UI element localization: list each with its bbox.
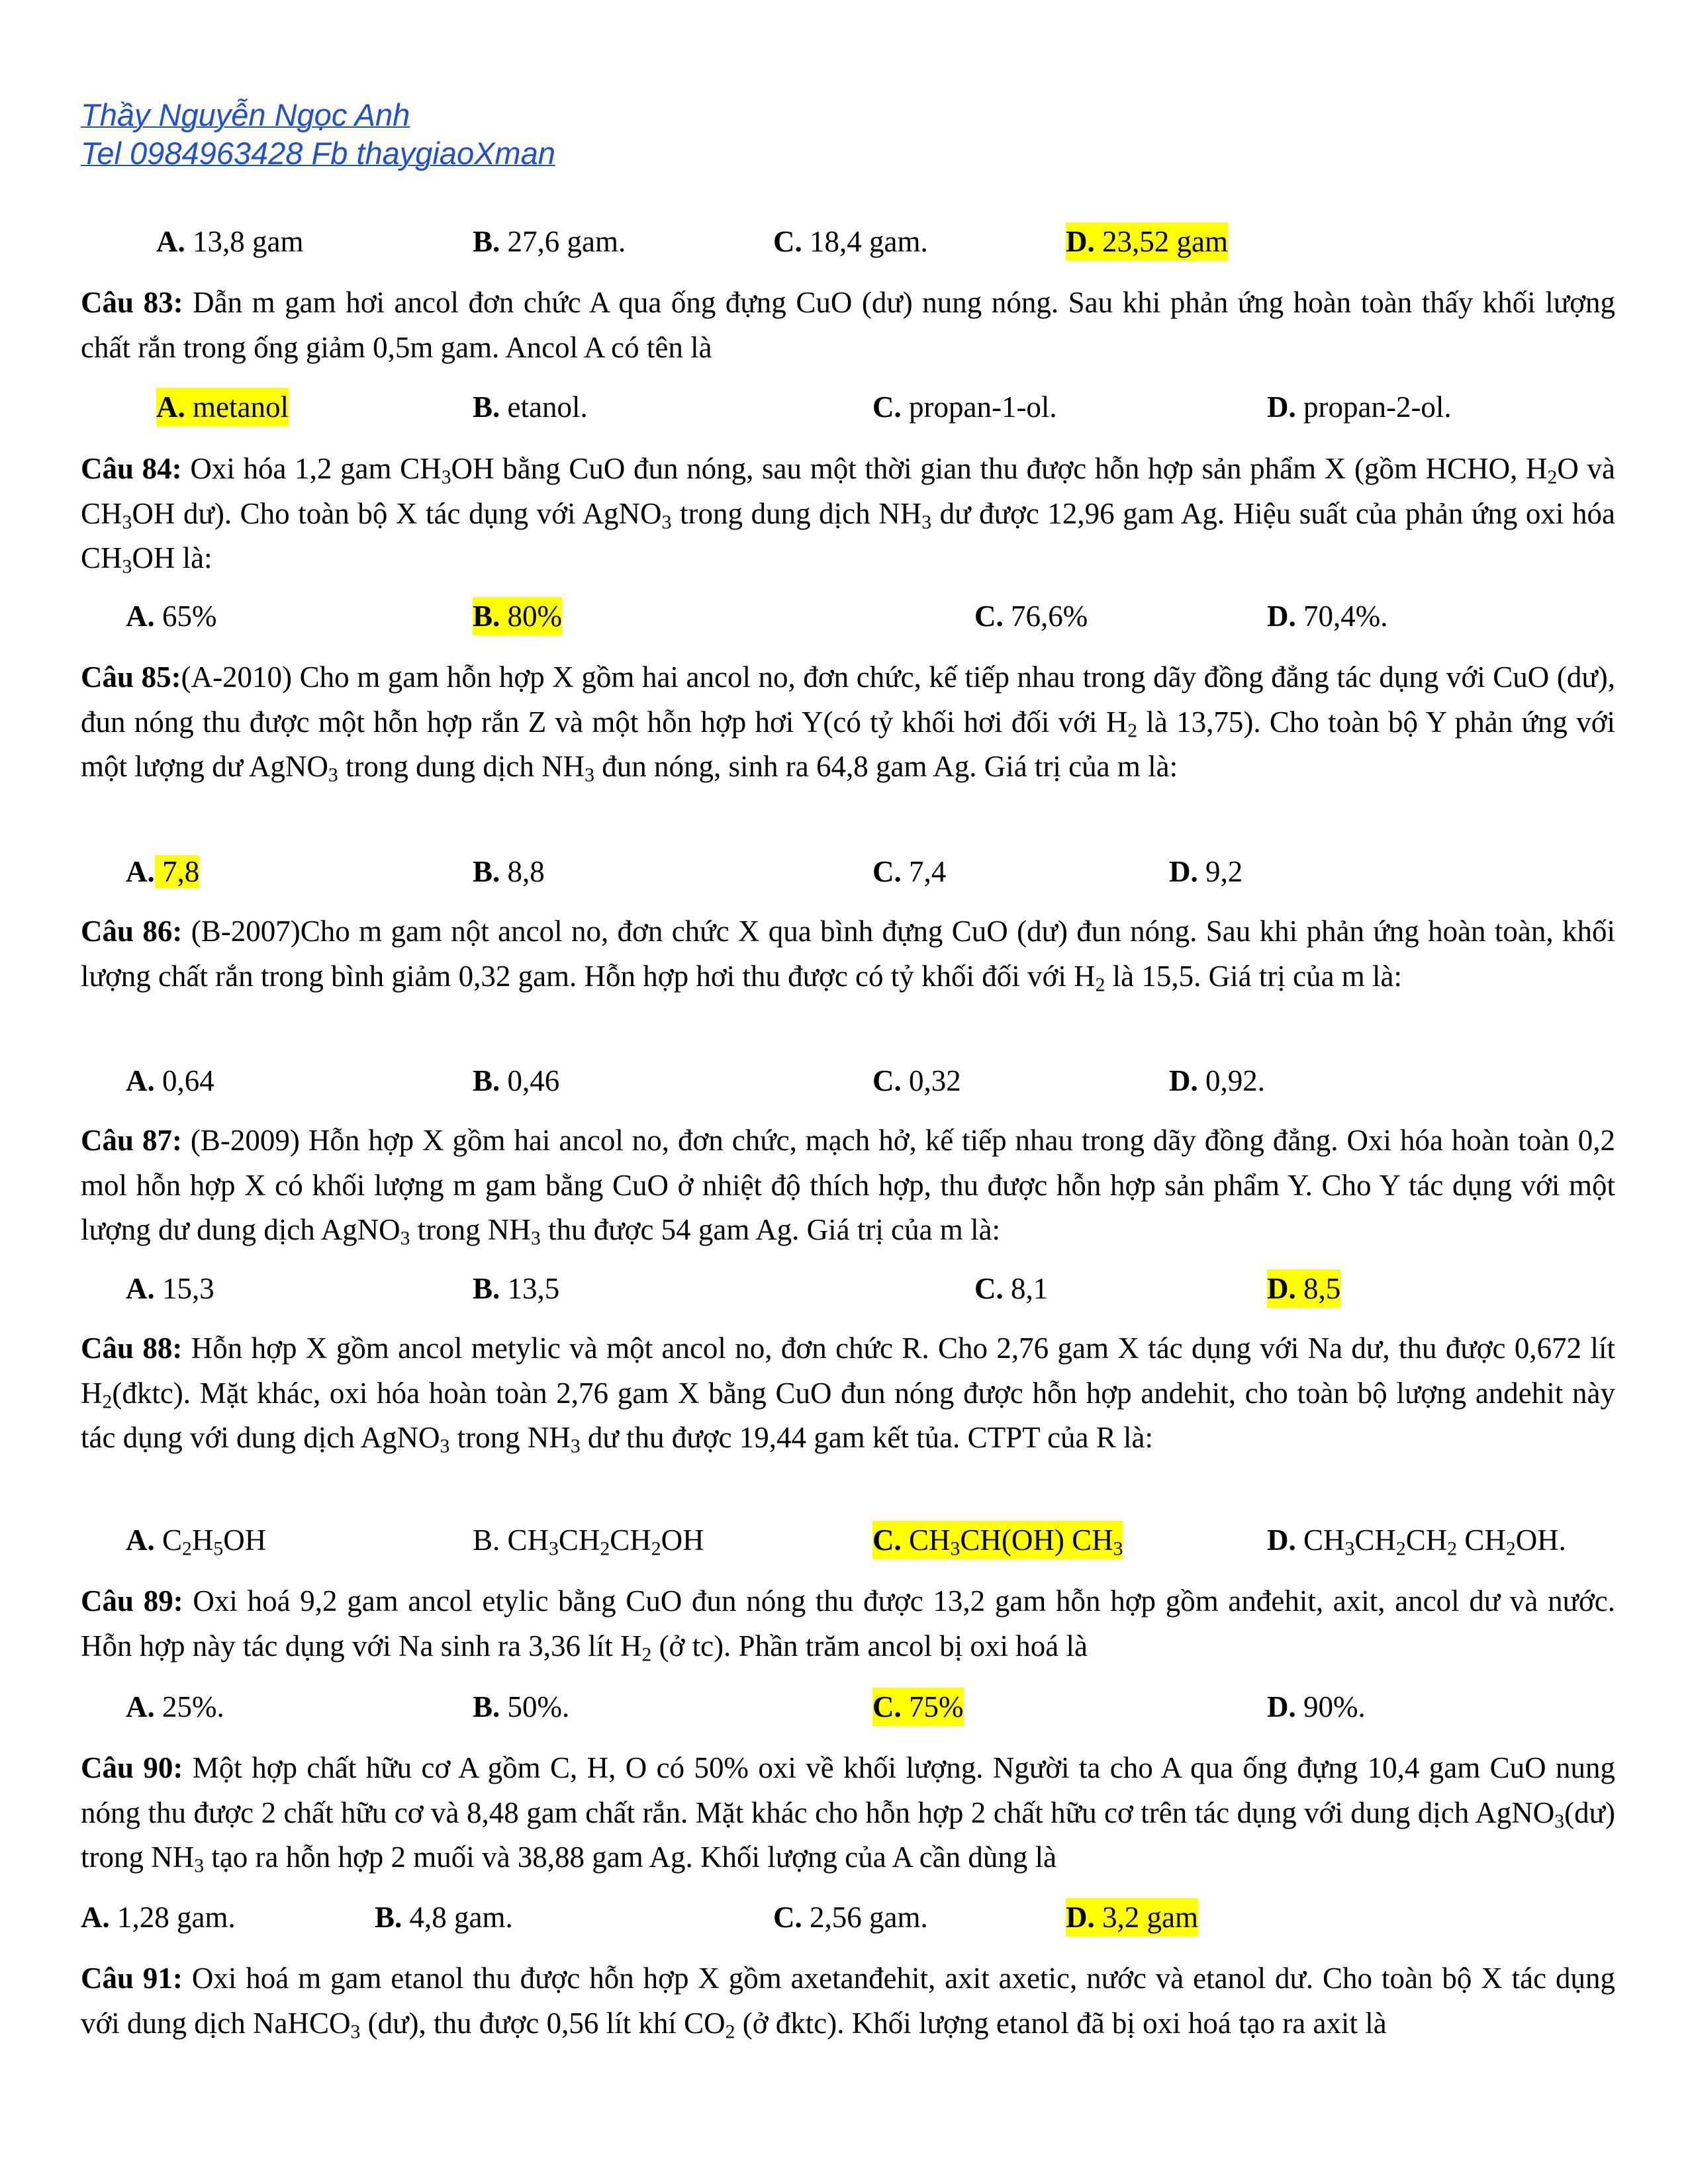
option	[773, 1898, 928, 1936]
option-correct	[1267, 1269, 1340, 1308]
option	[872, 852, 946, 891]
question-number: Câu 91:	[81, 1962, 183, 1995]
option-text: 8,8	[500, 855, 545, 888]
option-text: metanol	[185, 390, 289, 424]
option-text: 23,52 gam	[1094, 225, 1228, 258]
question-text: (B-2009) Hỗn hợp X gồm hai ancol no, đơn chức, mạch hở, kế tiếp nhau trong dãy đồng đẳng. Oxi hóa hoàn toàn 0,2 mol hỗn hợp X có khối lượng m gam bằng CuO ở nhiệt độ thích hợp, thu được hỗn hợp sản phẩm Y. Cho Y tác dụng với một lượng dư dung dịch AgNO$_3$ trong $NH_3$ thu được 54 gam Ag. Giá trị của m là:	[81, 1124, 1615, 1250]
option-letter: B.	[473, 855, 500, 888]
option-letter: B.	[375, 1901, 402, 1934]
option	[974, 1269, 1048, 1308]
option-letter: D.	[1267, 390, 1296, 424]
option-letter: C.	[974, 1272, 1004, 1305]
option-text: 4,8 gam.	[402, 1901, 513, 1934]
option	[473, 388, 588, 426]
option-letter: B.	[473, 390, 500, 424]
option-correct	[126, 852, 199, 891]
question-88	[81, 1326, 1615, 1461]
option-correct	[473, 597, 562, 635]
question-number: Câu 86:	[81, 915, 183, 948]
question-number: Câu 85:	[81, 660, 181, 694]
option	[974, 597, 1088, 635]
option-letter: A.	[126, 1690, 155, 1723]
option-letter: A.	[126, 1524, 155, 1557]
option-letter: B.	[473, 1690, 500, 1723]
option-text: 3,2 gam	[1094, 1901, 1198, 1934]
option-letter: A.	[126, 1272, 155, 1305]
option	[473, 222, 626, 261]
option-correct	[872, 1688, 964, 1726]
question-text: Oxi hoá 9,2 gam ancol etylic bằng CuO đun nóng thu được 13,2 gam hỗn hợp gồm anđehit, axit, ancol dư và nước. Hỗn hợp này tác dụng với Na sinh ra 3,36 lít $H_2$ (ở tc). Phần trăm ancol bị oxi hoá là	[81, 1584, 1615, 1665]
option-correct	[156, 388, 289, 426]
option	[1267, 597, 1388, 635]
option-text: propan-2-ol.	[1295, 390, 1452, 424]
question-text: (A-2010) Cho m gam hỗn hợp X gồm hai ancol no, đơn chức, kế tiếp nhau trong dãy đồng đẳng tác dụng với CuO (dư), đun nóng thu được một hỗn hợp rắn Z và một hỗn hợp hơi Y(có tỷ khối hơi đối với $H_2$ là 13,75). Cho toàn bộ Y phản ứng với một lượng dư AgNO$_3$ trong dung dịch $NH_3$ đun nóng, sinh ra 64,8 gam Ag. Giá trị của m là:	[81, 660, 1615, 786]
option-text: $CH_3CH(OH)$ $CH_3$	[901, 1524, 1123, 1560]
option	[375, 1898, 513, 1936]
option-letter: C.	[872, 855, 902, 888]
question-number: Câu 87:	[81, 1124, 182, 1157]
option	[81, 1898, 236, 1936]
question-text: Một hợp chất hữu cơ A gồm C, H, O có 50% oxi về khối lượng. Người ta cho A qua ống đựng 10,4 gam CuO nung nóng thu được 2 chất hữu cơ và 8,48 gam chất rắn. Mặt khác cho hỗn hợp 2 chất hữu cơ trên tác dụng với dung dịch AgNO$_3$(dư) trong $NH_3$ tạo ra hỗn hợp 2 muối và 38,88 gam Ag. Khối lượng của A cần dùng là	[81, 1751, 1615, 1877]
option	[872, 1062, 961, 1100]
option-letter: D.	[1066, 225, 1095, 258]
author-name: Thầy Nguyễn Ngọc Anh	[81, 97, 410, 132]
option-text: $CH_3CH_2CH_2OH$	[500, 1524, 704, 1560]
question-83	[81, 281, 1615, 370]
option-letter: C.	[773, 225, 802, 258]
option-letter: B.	[473, 1272, 500, 1305]
question-number: Câu 84:	[81, 452, 182, 485]
option	[126, 1688, 224, 1726]
option	[126, 1269, 214, 1308]
option-text: 0,64	[154, 1064, 214, 1097]
option	[126, 597, 217, 635]
option-text: 7,4	[901, 855, 947, 888]
option	[126, 1062, 214, 1100]
question-text: Oxi hoá m gam etanol thu được hỗn hợp X gồm axetanđehit, axit axetic, nước và etanol dư. Cho toàn bộ X tác dụng với dung dịch NaHCO$_3$ (dư), thu được 0,56 lít khí $CO_2$ (ở đktc). Khối lượng etanol đã bị oxi hoá tạo ra axit là	[81, 1962, 1615, 2042]
question-text: (B-2007)Cho m gam nột ancol no, đơn chức X qua bình đựng CuO (dư) đun nóng. Sau khi phản ứng hoàn toàn, khối lượng chất rắn trong bình giảm 0,32 gam. Hỗn hợp hơi thu được có tỷ khối đối với $H_2$ là 15,5. Giá trị của m là:	[81, 915, 1615, 995]
option-letter: C.	[773, 1901, 802, 1934]
option-text: 75%	[901, 1690, 964, 1723]
option-letter: C.	[872, 1064, 902, 1097]
question-text: Hỗn hợp X gồm ancol metylic và một ancol no, đơn chức R. Cho 2,76 gam X tác dụng với Na dư, thu được 0,672 lít $H_2(đktc)$. Mặt khác, oxi hóa hoàn toàn 2,76 gam X bằng CuO đun nóng được hỗn hợp andehit, cho toàn bộ lượng andehit này tác dụng với dung dịch AgNO$_3$ trong $NH_3$ dư thu được 19,44 gam kết tủa. CTPT của R là:	[81, 1332, 1616, 1457]
option-letter: A.	[126, 1064, 155, 1097]
option-letter: D.	[1169, 1064, 1198, 1097]
option	[473, 1062, 559, 1100]
option-letter: B.	[473, 1064, 500, 1097]
option-letter: D.	[1267, 1690, 1296, 1723]
option	[473, 852, 545, 891]
question-86	[81, 909, 1615, 999]
option	[1169, 852, 1243, 891]
option-letter: C.	[974, 600, 1004, 633]
question-87	[81, 1118, 1615, 1253]
option-text: 65%	[154, 600, 217, 633]
option	[156, 222, 303, 261]
option-letter: A.	[126, 600, 155, 633]
option-text: $C_2H_5OH$	[154, 1524, 267, 1560]
option-text: 1,28 gam.	[109, 1901, 236, 1934]
option-letter: B.	[473, 225, 500, 258]
option	[1267, 388, 1452, 426]
option-letter: A.	[156, 390, 185, 424]
question-85	[81, 655, 1615, 790]
option-text: 8,1	[1003, 1272, 1049, 1305]
question-text: Oxi hóa 1,2 gam $CH_3OH$ bằng CuO đun nóng, sau một thời gian thu được hỗn hợp sản phẩm X (gồm HCHO, $H_2O$ và $CH_3OH$ dư). Cho toàn bộ X tác dụng với AgNO$_3$ trong dung dịch $NH_3$ dư được 12,96 gam Ag. Hiệu suất của phản ứng oxi hóa $CH_3OH$ là:	[81, 452, 1615, 578]
option-text: 0,92.	[1197, 1064, 1265, 1097]
question-number: Câu 89:	[81, 1584, 183, 1617]
question-90	[81, 1746, 1615, 1880]
option-letter: D.	[1267, 1524, 1296, 1557]
option-text: 15,3	[154, 1272, 214, 1305]
option-text: 90%.	[1295, 1690, 1366, 1723]
question-91	[81, 1956, 1615, 2046]
option-text: 8,5	[1295, 1272, 1341, 1305]
option-text: 7,8	[154, 855, 200, 888]
option	[1267, 1688, 1366, 1726]
option-text: 76,6%	[1003, 600, 1088, 633]
option-letter: D.	[1169, 855, 1198, 888]
option-correct	[1066, 1898, 1198, 1936]
author-contact: Tel 0984963428 Fb thaygiaoXman	[81, 136, 555, 171]
option-text: 27,6 gam.	[500, 225, 626, 258]
option	[473, 1688, 569, 1726]
question-number: Câu 90:	[81, 1751, 183, 1784]
option-text: 0,46	[500, 1064, 560, 1097]
option-text: 18,4 gam.	[802, 225, 928, 258]
option-letter: D.	[1267, 1272, 1296, 1305]
option-letter: B.	[473, 600, 500, 633]
option-text: 2,56 gam.	[802, 1901, 928, 1934]
option-text: etanol.	[500, 390, 588, 424]
option-letter: A.	[156, 225, 185, 258]
option-text: 50%.	[500, 1690, 570, 1723]
option-text: 13,5	[500, 1272, 560, 1305]
option	[1267, 1521, 1566, 1559]
question-text: Dẫn m gam hơi ancol đơn chức A qua ống đựng CuO (dư) nung nóng. Sau khi phản ứng hoàn toàn thấy khối lượng chất rắn trong ống giảm 0,5m gam. Ancol A có tên là	[81, 286, 1615, 364]
option-text: propan-1-ol.	[901, 390, 1057, 424]
option	[1169, 1062, 1265, 1100]
option-text: $CH_3CH_2CH_2$ $CH_2OH$.	[1295, 1524, 1566, 1560]
option-letter: C.	[872, 1690, 902, 1723]
option-letter: C.	[872, 390, 902, 424]
option	[872, 388, 1057, 426]
option-letter: D.	[1267, 600, 1296, 633]
option	[126, 1521, 266, 1559]
option-letter: C.	[872, 1524, 902, 1557]
question-89	[81, 1579, 1615, 1668]
question-84	[81, 447, 1615, 581]
option	[473, 1269, 559, 1308]
question-number: Câu 83:	[81, 286, 183, 319]
question-number: Câu 88:	[81, 1332, 183, 1365]
option-text: 25%.	[154, 1690, 224, 1723]
option-correct	[1066, 222, 1228, 261]
option-text: 0,32	[901, 1064, 961, 1097]
option-text: 13,8 gam	[185, 225, 304, 258]
option-letter: B.	[473, 1524, 500, 1557]
option-text: 80%	[500, 600, 563, 633]
option	[473, 1521, 704, 1559]
page-header	[81, 96, 555, 173]
option	[773, 222, 928, 261]
option-text: 70,4%.	[1295, 600, 1388, 633]
option-correct	[872, 1521, 1123, 1559]
option-letter: A.	[126, 855, 155, 888]
option-letter: A.	[81, 1901, 110, 1934]
option-text: 9,2	[1197, 855, 1243, 888]
option-letter: D.	[1066, 1901, 1095, 1934]
